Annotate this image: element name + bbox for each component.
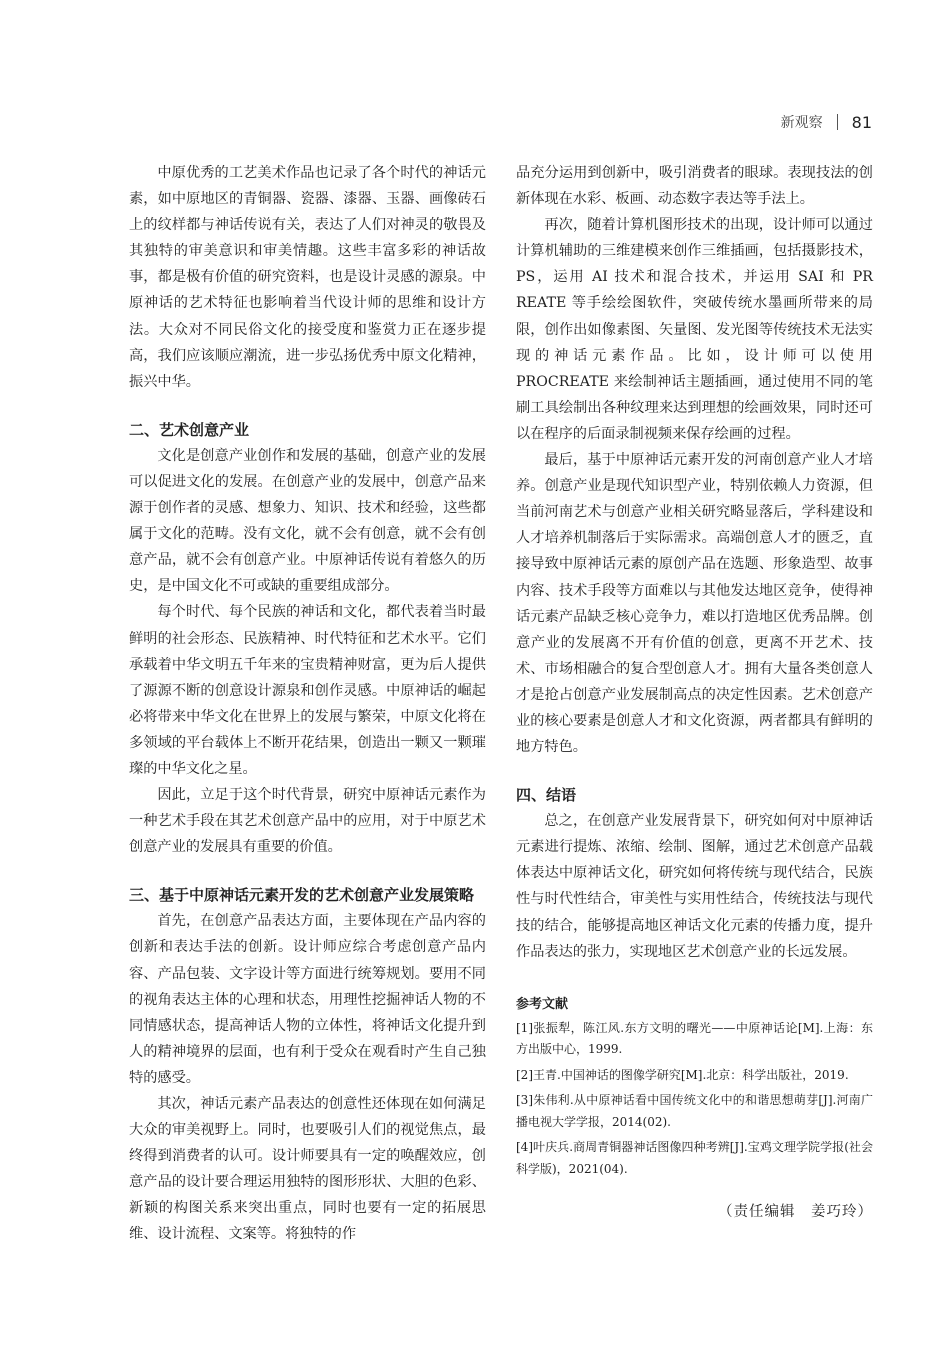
body-paragraph: 品充分运用到创新中，吸引消费者的眼球。表现技法的创新体现在水彩、板画、动态数字表达等手法上。 — [516, 165, 873, 208]
section-gap — [516, 760, 873, 782]
right-column — [516, 160, 888, 1221]
body-paragraph: 每个时代、每个民族的神话和文化，都代表着当时最鲜明的社会形态、民族精神、时代特征和艺术水平。它们承载着中华文明五千年来的宝贵精神财富，更为后人提供了源源不断的创意设计源泉和创作灵感。中原神话的崛起必将带来中华文化在世界上的发展与繁荣，中原文化将在多领域的平台载体上不断开花结果，创造出一颗又一颗璀璨的中华文化之星。 — [129, 604, 486, 777]
body-paragraph: 再次，随着计算机图形技术的出现，设计师可以通过计算机辅助的三维建模来创作三维插画，包括摄影技术，PS，运用 AI 技术和混合技术，并运用 SAI 和 PR REATE 等手绘绘图软件，突破传统水墨画所带来的局限，创作出如像素图、矢量图、发光图等传统技术无法实现的神话元素作品。比如，设计师可以使用 PROCREATE 来绘制神话主题插画，通过使用不同的笔刷工具绘制出各种纹理来达到理想的绘画效果，同时还可以在程序的后面录制视频来保存绘画的过程。 — [516, 217, 888, 442]
references-title: 参考文献 — [516, 996, 569, 1012]
body-paragraph: 首先，在创意产品表达方面，主要体现在产品内容的创新和表达手法的创新。设计师应综合考虑创意产品内容、产品包装、文字设计等方面进行统筹规划。要用不同的视角表达主体的心理和状态，用理性挖掘神话人物的不同情感状态，提高神话人物的立体性，将神话文化提升到人的精神境界的层面，也有利于受众在观看时产生自己独特的感受。 — [129, 913, 486, 1086]
section-heading: 二、艺术创意产业 — [129, 420, 250, 439]
body-paragraph: 文化是创意产业创作和发展的基础，创意产业的发展可以促进文化的发展。在创意产业的发展中，创意产品来源于创作者的灵感、想象力、知识、技术和经验，这些都属于文化的范畴。没有文化，就不会有创意，就不会有创意产品，就不会有创意产业。中原神话传说有着悠久的历史，是中国文化不可或缺的重要组成部分。 — [129, 447, 486, 595]
reference-item: [4]叶庆兵.商周青铜器神话图像四种考辨[J].宝鸡文理学院学报(社会科学版)，2021(04). — [516, 1140, 873, 1176]
reference-item: [2]王青.中国神话的图像学研究[M].北京：科学出版社，2019. — [516, 1067, 849, 1082]
section-gap — [129, 860, 486, 882]
section-gap — [129, 395, 486, 417]
section-heading: 三、基于中原神话元素开发的艺术创意产业发展策略 — [129, 886, 475, 905]
references-list — [516, 1018, 873, 1181]
header-divider — [837, 114, 838, 130]
body-paragraph: 其次，神话元素产品表达的创意性还体现在如何满足大众的审美视野上。同时，也要吸引人们的视觉焦点，最终得到消费者的认可。设计师要具有一定的唤醒效应，创意产品的设计要合理运用独特的图形形状、大胆的色彩、新颖的构图关系来突出重点，同时也要有一定的拓展思维、设计流程、文案等。将独特的作 — [129, 1096, 486, 1243]
right-column-body — [516, 160, 888, 965]
body-paragraph: 最后，基于中原神话元素开发的河南创意产业人才培养。创意产业是现代知识型产业，特别依赖人力资源，但当前河南艺术与创意产业相关研究略显落后，学科建设和人才培养机制落后于实际需求。高端创意人才的匮乏，直接导致中原神话元素的原创产品在选题、形象造型、故事内容、技术手段等方面难以与其他发达地区竞争，使得神话元素产品缺乏核心竞争力，难以打造地区优秀品牌。创意产业的发展离不开有价值的创意，更离不开艺术、技术、市场相融合的复合型创意人才。拥有大量各类创意人才是抢占创意产业发展制高点的决定性因素。艺术创意产业的核心要素是创意人才和文化资源，两者都具有鲜明的地方特色。 — [516, 452, 873, 756]
responsible-editor: （责任编辑 姜巧玲） — [718, 1204, 873, 1221]
section-heading: 四、结语 — [516, 786, 577, 805]
body-paragraph: 因此，立足于这个时代背景，研究中原神话元素作为一种艺术手段在其艺术创意产品中的应用，对于中原艺术创意产业的发展具有重要的价值。 — [129, 787, 486, 856]
reference-item: [3]朱伟利.从中原神话看中国传统文化中的和谐思想萌芽[J].河南广播电视大学学报，2014(02). — [516, 1093, 873, 1129]
page-number: 81 — [851, 112, 872, 132]
body-paragraph: 中原优秀的工艺美术作品也记录了各个时代的神话元素，如中原地区的青铜器、瓷器、漆器、玉器、画像砖石上的纹样都与神话传说有关，表达了人们对神灵的敬畏及其独特的审美意识和审美情趣。这些丰富多彩的神话故事，都是极有价值的研究资料，也是设计灵感的源泉。中原神话的艺术特征也影响着当代设计师的思维和设计方法。大众对不同民俗文化的接受度和鉴赏力正在逐步提高，我们应该顺应潮流，进一步弘扬优秀中原文化精神，振兴中华。 — [129, 165, 486, 390]
reference-item: [1]张振犁，陈江风.东方文明的曙光——中原神话论[M].上海：东方出版中心，1999. — [516, 1020, 873, 1057]
body-paragraph: 总之，在创意产业发展背景下，研究如何对中原神话元素进行提炼、浓缩、绘制、图解，通过艺术创意产品载体表达中原神话文化，研究如何将传统与现代结合，民族性与时代性结合，审美性与实用性结合，传统技法与现代技的结合，能够提高地区神话文化元素的传播力度，提升作品表达的张力，实现地区艺术创意产业的长远发展。 — [516, 813, 873, 960]
section-name: 新观察 — [780, 115, 823, 131]
left-column — [129, 160, 486, 1248]
page-header — [781, 112, 872, 132]
